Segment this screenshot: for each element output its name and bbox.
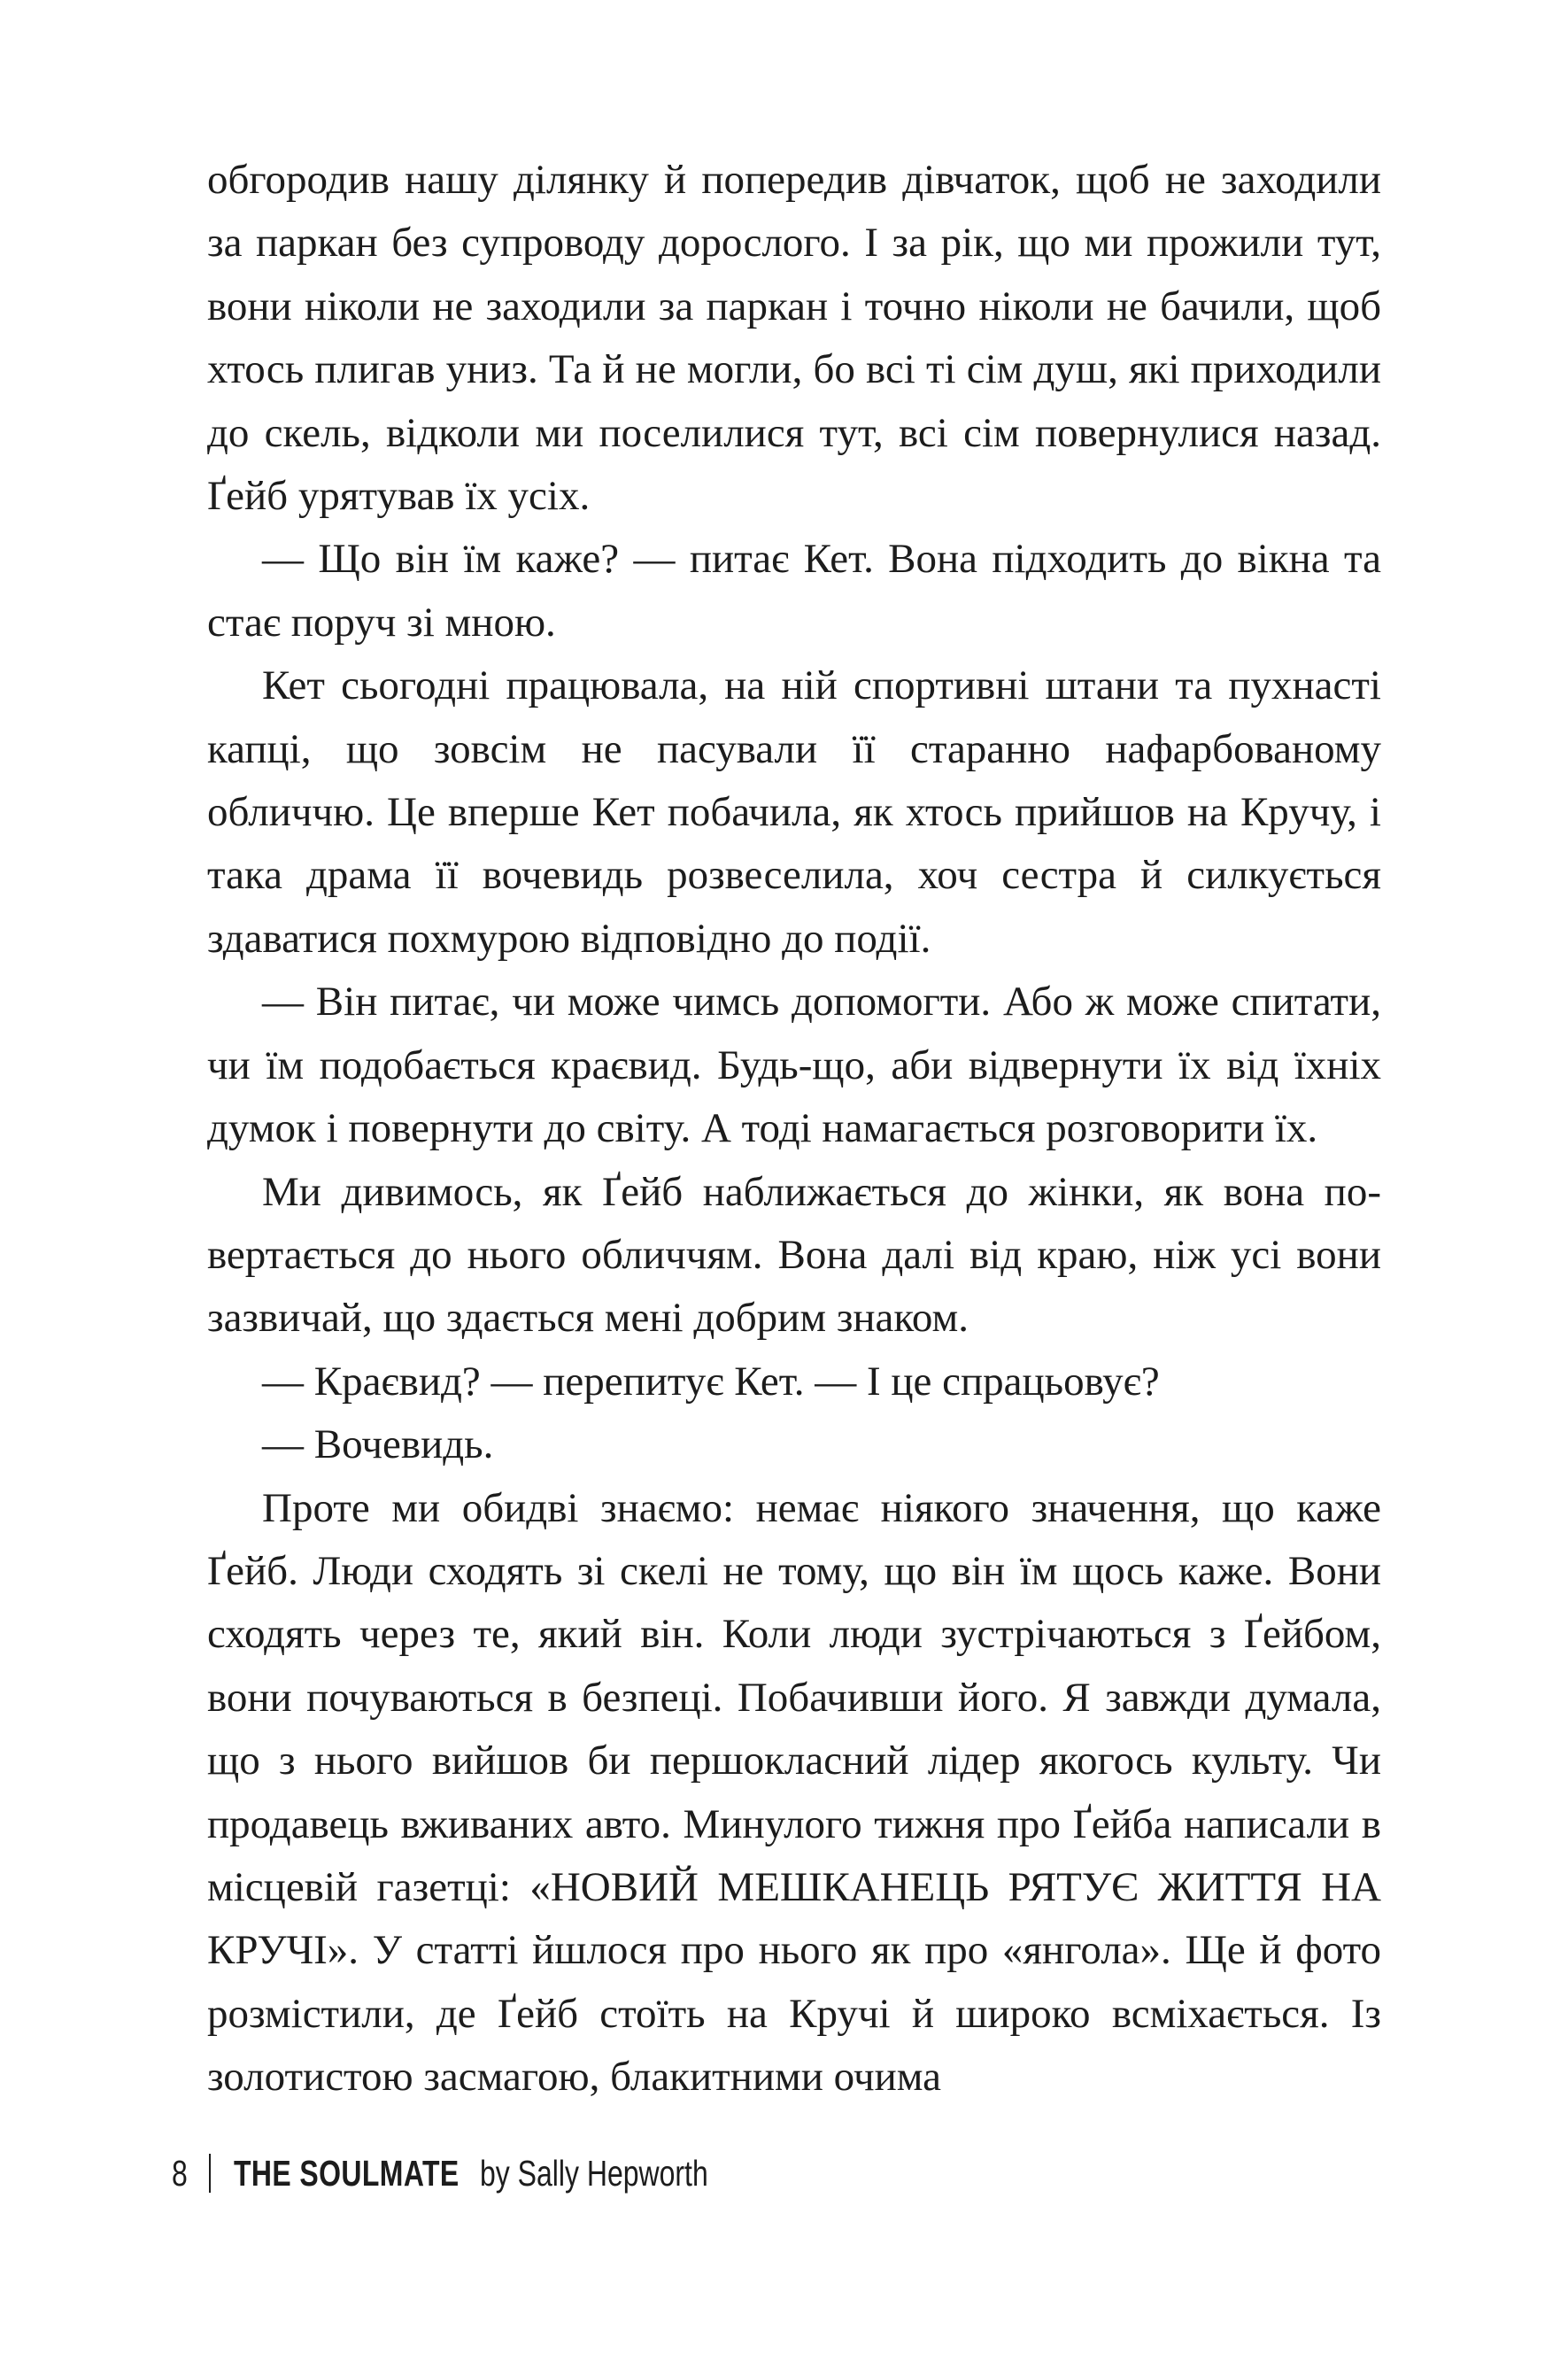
paragraph-3: Кет сьогодні працювала, на ній спортивні штани та пухнасті капці, що зовсім не пасували її старанно нафарбованому обличчю. Це вперше Кет побачила, як хтось прийшов на Кручу, і така драма її вочевидь розвеселила, хоч сестра й силкується здаватися похмурою відповідно до події. (207, 662, 1381, 962)
body-text (207, 149, 1381, 2109)
paragraph-6: — Краєвид? — перепитує Кет. — І це спрацьовує? (262, 1358, 1160, 1405)
author-byline: by Sally Hepworth (480, 2152, 708, 2194)
paragraph-5: Ми дивимось, як Ґейб наближається до жінки, як вона повертається до нього обличчям. Вона далі від краю, ніж усі вони зазвичай, що здається мені добрим знаком. (207, 1168, 1381, 1342)
footer-separator (209, 2154, 211, 2193)
paragraph-4: — Він питає, чи може чимсь допомогти. Або ж може спитати, чи їм подобається краєвид. Будь-що, аби відвернути їх від їхніх думок і повернути до світу. А тоді намагається розговорити їх. (207, 979, 1381, 1152)
paragraph-2: — Що він їм каже? — питає Кет. Вона підходить до вікна та стає поруч зі мною. (207, 536, 1381, 646)
page-footer (172, 2147, 772, 2200)
paragraph-8: Проте ми обидві знаємо: немає ніякого значення, що каже Ґейб. Люди сходять зі скелі не тому, що він їм щось каже. Вони сходять через те, який він. Коли люди зустрічаються з Ґейбом, вони почуваються в безпеці. Побачивши його. Я завжди думала, що з нього вийшов би першокласний лідер якогось культу. Чи продавець вживаних авто. Минулого тижня про Ґейба написали в місцевій газетці: «НОВИЙ МЕШКАНЕЦЬ РЯТУЄ ЖИТТЯ НА КРУЧІ». У статті йшлося про нього як про «янгола». Ще й фото розмістили, де Ґейб стоїть на Кручі й широко всміхається. Із золотистою засмагою, блакитними очима (207, 1484, 1381, 2101)
book-title: THE SOULMATE (234, 2152, 460, 2194)
paragraph-7: — Вочевидь. (262, 1421, 494, 1468)
paragraph-1: обгородив нашу ділянку й попередив дівчаток, щоб не заходили за паркан без супроводу дорослого. І за рік, що ми прожили тут, вони ніколи не заходили за паркан і точно ніколи не бачили, щоб хтось плигав униз. Та й не могли, бо всі ті сім душ, які приходили до скель, відколи ми поселилися тут, всі сім повернулися назад. Ґейб урятував їх усіх. (207, 157, 1381, 520)
page-number: 8 (172, 2152, 188, 2194)
